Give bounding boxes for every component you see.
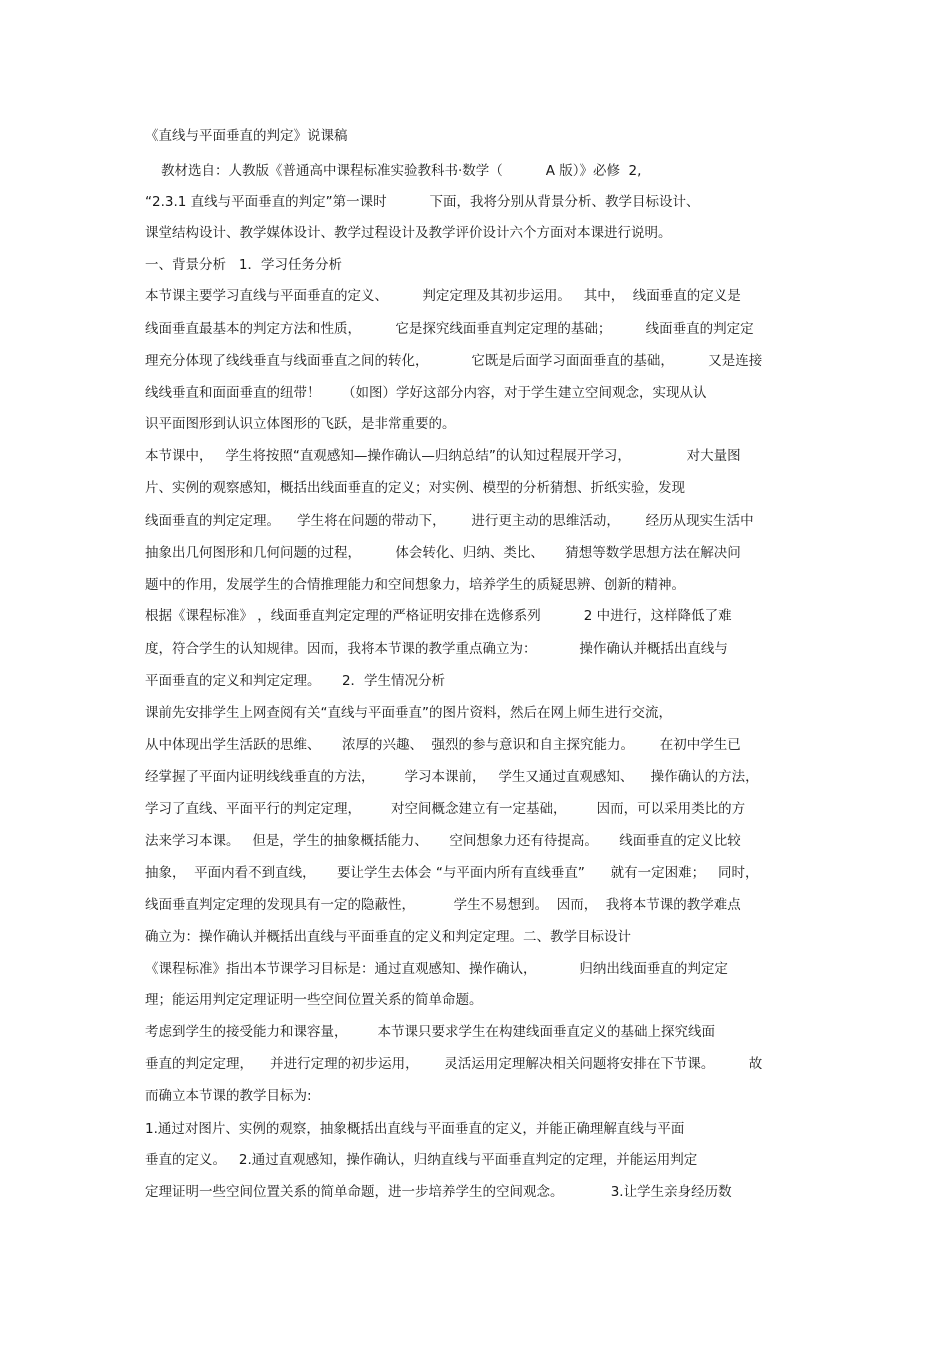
text-line: 理；能运用判定定理证明一些空间位置关系的简单命题。 — [145, 992, 483, 1008]
text-line: 法来学习本课。 但是，学生的抽象概括能力、 空间想象力还有待提高。 线面垂直的定义比较 — [145, 833, 741, 849]
section-heading: 一、背景分析 1．学习任务分析 — [145, 257, 342, 273]
text-line: 学习了直线、平面平行的判定定理， 对空间概念建立有一定基础， 因而，可以采用类比的方 — [145, 801, 746, 817]
text-line: 识平面图形到认识立体图形的飞跃，是非常重要的。 — [145, 416, 456, 432]
text-line: 抽象出几何图形和几何问题的过程， 体会转化、归纳、类比、 猜想等数学思想方法在解决问 — [145, 545, 741, 561]
text-line: 课堂结构设计、教学媒体设计、教学过程设计及教学评价设计六个方面对本课进行说明。 — [145, 225, 672, 241]
text-line: 从中体现出学生活跃的思维、 浓厚的兴趣、 强烈的参与意识和自主探究能力。 在初中学生已 — [145, 737, 741, 753]
text-line: 度，符合学生的认知规律。因而，我将本节课的教学重点确立为： 操作确认并概括出直线与 — [145, 641, 728, 657]
text-line: 1.通过对图片、实例的观察，抽象概括出直线与平面垂直的定义，并能正确理解直线与平面 — [145, 1121, 685, 1137]
text-line: 经掌握了平面内证明线线垂直的方法， 学习本课前， 学生又通过直观感知、 操作确认的方法， — [145, 769, 759, 785]
text-line: 片、实例的观察感知，概括出线面垂直的定义；对实例、模型的分析猜想、折纸实验，发现 — [145, 480, 685, 496]
text-line: 教材选自：人教版《普通高中课程标准实验教科书·数学（ A 版）》必修 2, — [161, 163, 642, 179]
document-title: 《直线与平面垂直的判定》说课稿 — [145, 128, 348, 144]
text-line: 理充分体现了线线垂直与线面垂直之间的转化， 它既是后面学习面面垂直的基础， 又是连接 — [145, 353, 763, 369]
text-line: 根据《课程标准》 ，线面垂直判定定理的严格证明安排在选修系列 2 中进行，这样降低了难 — [145, 608, 732, 624]
text-line: 抽象， 平面内看不到直线， 要让学生去体会 “与平面内所有直线垂直” 就有一定困难； 同时， — [145, 865, 759, 881]
text-line: 线面垂直最基本的判定方法和性质， 它是探究线面垂直判定定理的基础； 线面垂直的判定定 — [145, 321, 754, 337]
text-line: 线面垂直判定定理的发现具有一定的隐蔽性， 学生不易想到。 因而， 我将本节课的教学难点 — [145, 897, 741, 913]
text-line: 确立为：操作确认并概括出直线与平面垂直的定义和判定定理。二、教学目标设计 — [145, 929, 631, 945]
text-line: 本节课主要学习直线与平面垂直的定义、 判定定理及其初步运用。 其中， 线面垂直的定义是 — [145, 288, 741, 304]
text-line: 本节课中， 学生将按照“直观感知—操作确认—归纳总结”的认知过程展开学习， 对大量图 — [145, 448, 741, 464]
text-line: 垂直的判定定理， 并进行定理的初步运用， 灵活运用定理解决相关问题将安排在下节课。 故 — [145, 1056, 763, 1072]
text-line: 垂直的定义。 2.通过直观感知，操作确认，归纳直线与平面垂直判定的定理，并能运用判定 — [145, 1152, 698, 1168]
text-line: 考虑到学生的接受能力和课容量， 本节课只要求学生在构建线面垂直定义的基础上探究线面 — [145, 1024, 716, 1040]
text-line: 定理证明一些空间位置关系的简单命题，进一步培养学生的空间观念。 3.让学生亲身经历数 — [145, 1184, 732, 1200]
text-line: 线面垂直的判定定理。 学生将在问题的带动下， 进行更主动的思维活动， 经历从现实生活中 — [145, 513, 754, 529]
text-line: 课前先安排学生上网查阅有关“直线与平面垂直”的图片资料，然后在网上师生进行交流， — [145, 705, 672, 721]
text-line: 而确立本节课的教学目标为: — [145, 1088, 312, 1104]
text-line: 平面垂直的定义和判定定理。 2．学生情况分析 — [145, 673, 446, 689]
text-line: 《课程标准》指出本节课学习目标是：通过直观感知、操作确认， 归纳出线面垂直的判定定 — [145, 961, 728, 977]
text-line: “2.3.1 直线与平面垂直的判定”第一课时 下面，我将分别从背景分析、教学目标设计、 — [145, 194, 700, 210]
text-line: 线线垂直和面面垂直的纽带！ （如图）学好这部分内容，对于学生建立空间观念，实现从认 — [145, 385, 707, 401]
text-line: 题中的作用，发展学生的合情推理能力和空间想象力，培养学生的质疑思辨、创新的精神。 — [145, 577, 685, 593]
